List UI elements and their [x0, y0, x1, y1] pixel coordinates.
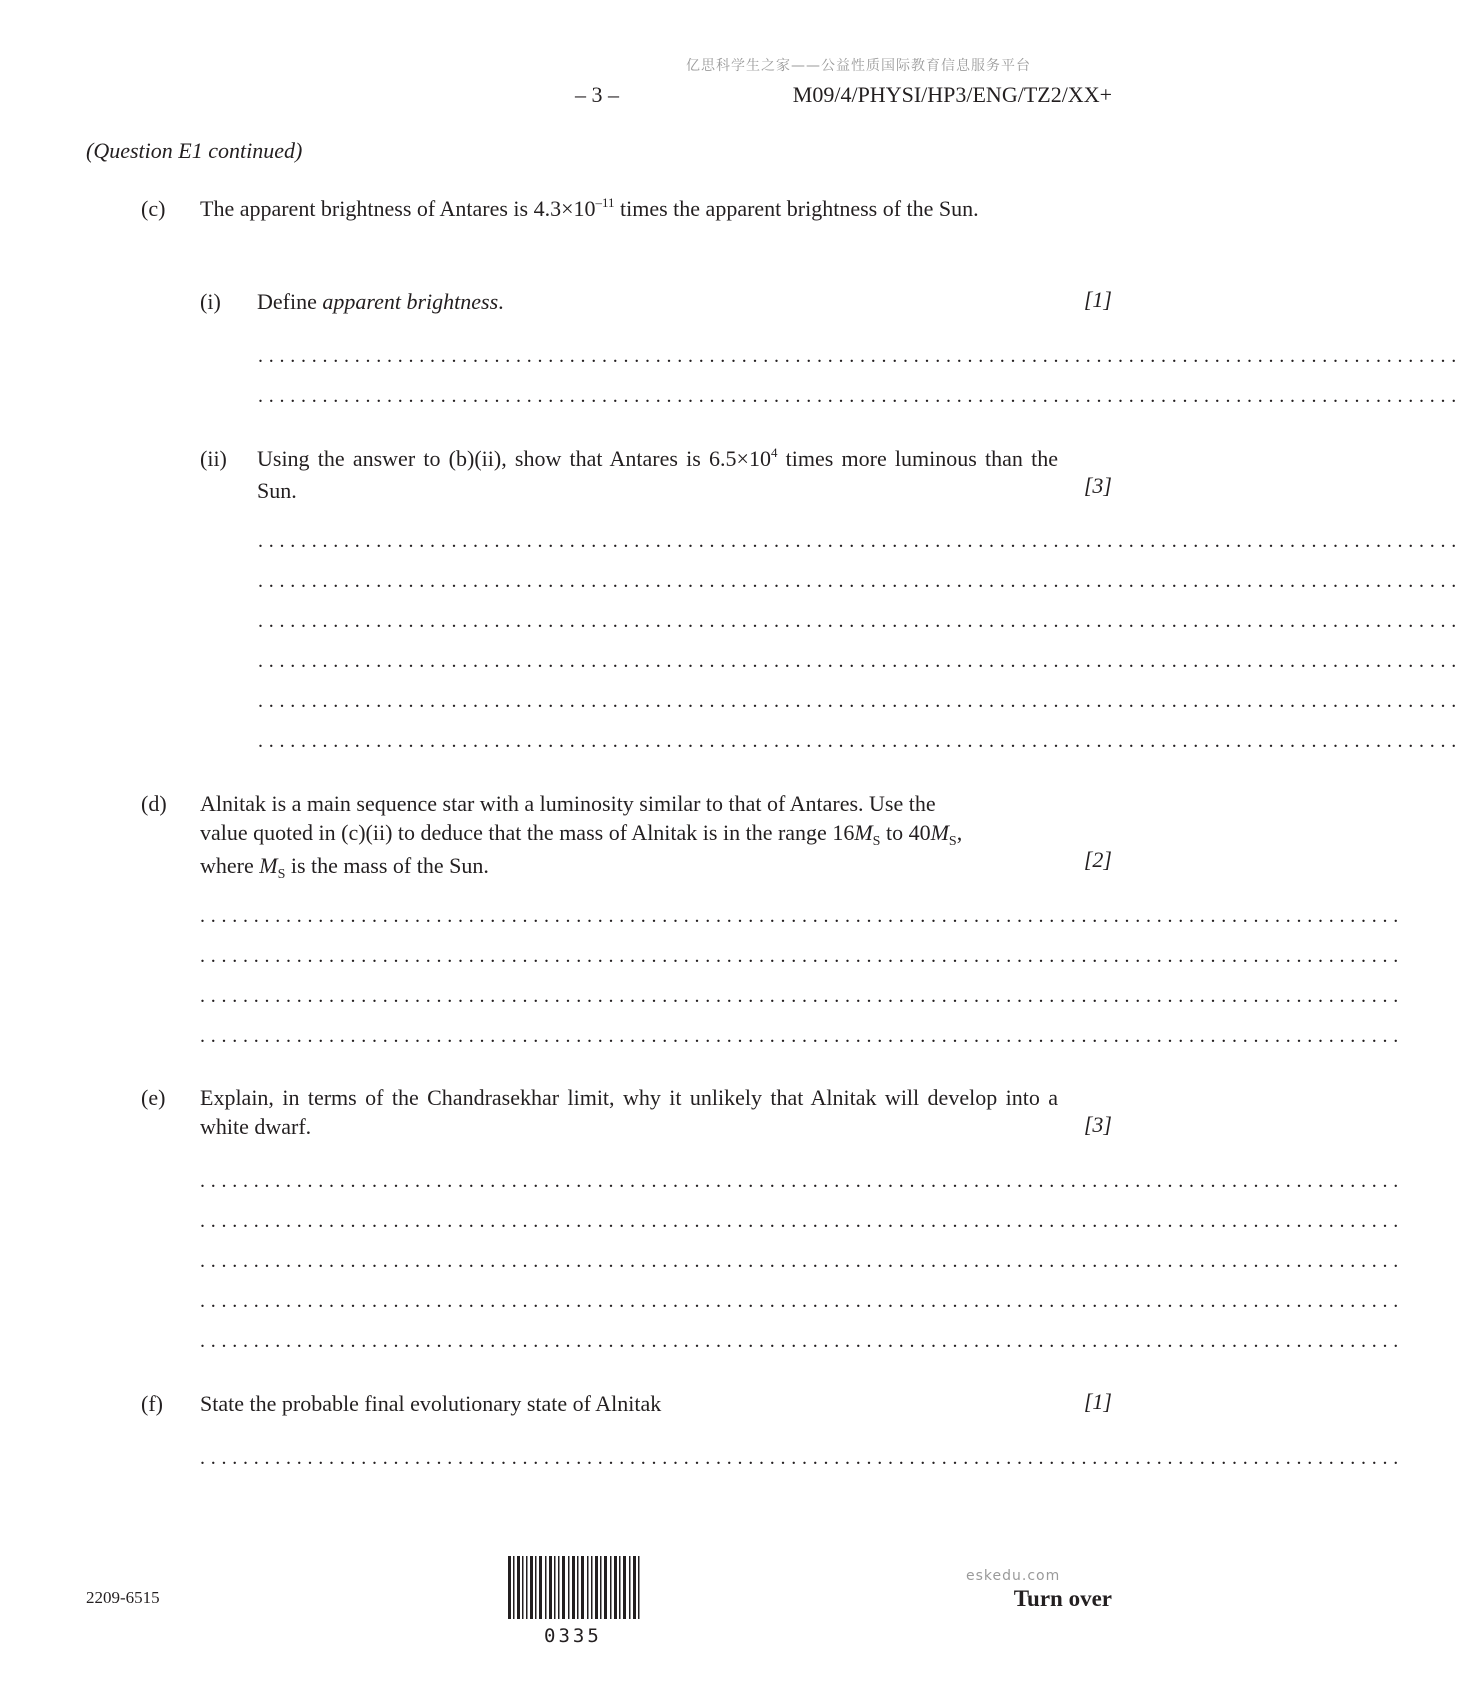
- part-e-text: Explain, in terms of the Chandrasekhar limit, why it unlikely that Alnitak will develop into a white dwarf.: [200, 1085, 1058, 1139]
- marks-f: [1]: [1083, 1389, 1112, 1414]
- part-d-text: Alnitak is a main sequence star with a luminosity similar to that of Antares. Use the value quoted in (c)(ii) to deduce that the mass of Alnitak is in the range $16M_S$ to $40M_S$, where $M_S$ is the mass of the Sun.: [200, 791, 963, 882]
- part-f-text: State the probable final evolutionary state of Alnitak: [200, 1391, 662, 1416]
- barcode-icon: [508, 1556, 643, 1626]
- turn-over-label: Turn over: [1013, 1586, 1112, 1611]
- part-e-label: (e): [141, 1085, 166, 1110]
- marks-d: [2]: [1083, 847, 1112, 872]
- answer-line[interactable]: ................................................................................................................: [200, 945, 1404, 967]
- question-continued-label: (Question E1 continued): [86, 138, 303, 163]
- marks-e: [3]: [1083, 1112, 1112, 1137]
- answer-line[interactable]: ................................................................................................................: [258, 690, 1462, 712]
- barcode: [508, 1556, 643, 1626]
- answer-line[interactable]: ................................................................................................................: [258, 345, 1462, 367]
- part-c-i-text: Define apparent brightness.: [257, 289, 504, 314]
- answer-line[interactable]: ................................................................................................................: [200, 1447, 1404, 1469]
- answer-line[interactable]: ................................................................................................................: [200, 1330, 1404, 1352]
- answer-line[interactable]: ................................................................................................................: [258, 610, 1462, 632]
- paper-code: M09/4/PHYSI/HP3/ENG/TZ2/XX+: [792, 82, 1112, 107]
- answer-line[interactable]: ................................................................................................................: [258, 730, 1462, 752]
- watermark-header: 亿思科学生之家——公益性质国际教育信息服务平台: [686, 58, 1031, 74]
- part-c-label: (c): [141, 196, 166, 221]
- answer-line[interactable]: ................................................................................................................: [200, 1170, 1404, 1192]
- answer-line[interactable]: ................................................................................................................: [258, 570, 1462, 592]
- answer-line[interactable]: ................................................................................................................: [200, 1025, 1404, 1047]
- answer-line[interactable]: ................................................................................................................: [258, 530, 1462, 552]
- page-number: – 3 –: [575, 82, 619, 107]
- part-c-ii-text: Using the answer to (b)(ii), show that Antares is $6.5\times 10^4$ times more luminous than the Sun.: [257, 445, 1058, 503]
- part-c-i-label: (i): [200, 289, 221, 314]
- answer-line[interactable]: ................................................................................................................: [258, 385, 1462, 407]
- italic-term: apparent brightness: [322, 289, 499, 314]
- marks-c-ii: [3]: [1083, 473, 1112, 498]
- watermark-footer: eskedu.com: [966, 1568, 1061, 1584]
- answer-line[interactable]: ................................................................................................................: [200, 985, 1404, 1007]
- barcode-digits: 0335: [544, 1625, 602, 1647]
- answer-line[interactable]: ................................................................................................................: [200, 905, 1404, 927]
- marks-c-i: [1]: [1083, 287, 1112, 312]
- answer-line[interactable]: ................................................................................................................: [200, 1210, 1404, 1232]
- exam-code: 2209-6515: [86, 1588, 160, 1607]
- answer-line[interactable]: ................................................................................................................: [258, 650, 1462, 672]
- answer-line[interactable]: ................................................................................................................: [200, 1290, 1404, 1312]
- exponent: 4: [770, 445, 778, 460]
- answer-line[interactable]: ................................................................................................................: [200, 1250, 1404, 1272]
- part-d-label: (d): [141, 791, 167, 816]
- exponent: –11: [595, 195, 615, 210]
- part-c-ii-label: (ii): [200, 446, 227, 471]
- part-f-label: (f): [141, 1391, 163, 1416]
- part-c-text: The apparent brightness of Antares is $4.3\times 10^{-11}$ times the apparent brightness of the Sun.: [200, 195, 979, 221]
